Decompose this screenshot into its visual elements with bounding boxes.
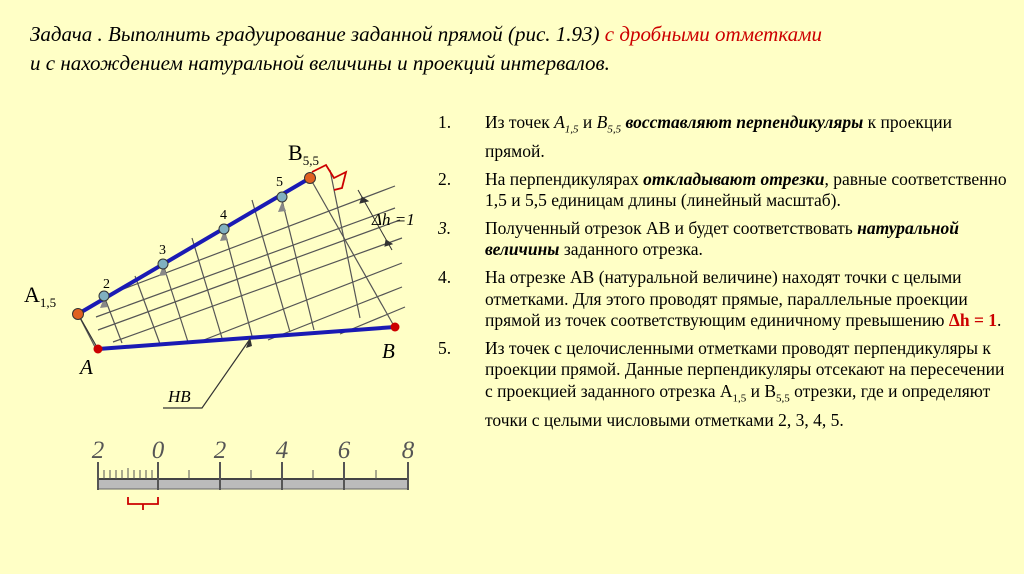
point-a15 (73, 309, 84, 320)
step-number: 3. (438, 217, 452, 238)
parallel-line (96, 208, 395, 317)
mark-label-3: 3 (159, 243, 166, 258)
steps-list (438, 112, 1008, 438)
scale-label: 2 (91, 437, 105, 464)
label-a: A (80, 355, 93, 379)
step-item: 1. Из точек $A_{1,5}$ и $B_{5,5}$ восставляют перпендикуляры к проекции прямой. (438, 112, 952, 162)
step-item: 4. На отрезке АВ (натуральной величине) находят точки с целыми отметками. Для этого проводят прямые, параллельные проекции прямой из точек соответствующим единичному превышению Δh = 1. (438, 267, 1002, 331)
scale-bracket (128, 497, 158, 504)
scale-label: 8 (401, 437, 415, 464)
point-a (94, 345, 103, 354)
interval-bracket-top (312, 165, 346, 190)
true-length-line (78, 178, 310, 314)
perpendicular-lines (78, 170, 394, 349)
point-b (391, 323, 400, 332)
scale-label: 4 (275, 437, 289, 464)
mark-label-5: 5 (276, 175, 283, 190)
dh-label: Δh =1 (372, 210, 415, 229)
point-mark-3 (158, 259, 168, 269)
step-number: 5. (438, 337, 452, 358)
step-number: 4. (438, 267, 452, 288)
mark-label-2: 2 (103, 277, 110, 292)
step-item: 5. Из точек с целочисленными отметками проводят перпендикуляры к проекции прямой. Данные перпендикуляры отсекают на пересечении с проекцией заданного отрезка $А_{1,5}$ и $В_{5,5}$ отрезки, где и определяют точки с целыми числовыми отметками 2, 3, 4, 5. (438, 337, 1005, 431)
scale-label: 2 (213, 437, 227, 464)
step-item: 2. На перпендикулярах откладывают отрезки, равные соответственно 1,5 и 5,5 единицам длины (линейный масштаб). (438, 168, 1007, 211)
step-number: 1. (438, 112, 452, 132)
label-b: B (382, 339, 395, 363)
point-mark-5 (277, 192, 287, 202)
link-a (78, 314, 98, 349)
scale-label: 0 (151, 437, 165, 464)
parallel-line (105, 186, 395, 296)
step-item: 3. Полученный отрезок АВ и будет соответствовать натуральной величины заданного отрезка. (438, 217, 959, 260)
scale-label: 6 (337, 437, 351, 464)
point-mark-4 (219, 224, 229, 234)
hb-label: НВ (168, 387, 191, 406)
title-part2: с дробными отметками (599, 22, 823, 46)
title-part1: Задача . Выполнить градуирование заданной прямой (рис. 1.93) (30, 22, 600, 46)
label-a15: $A_{1,5}$ (24, 282, 57, 310)
point-mark-2 (99, 291, 109, 301)
arrowheads (100, 202, 286, 308)
projection-line (98, 327, 395, 349)
label-b55: $B_{5,5}$ (288, 140, 319, 168)
step-number: 2. (438, 168, 452, 189)
mark-label-4: 4 (220, 208, 227, 223)
linear-scale (92, 437, 415, 510)
point-b55 (305, 173, 316, 184)
title-part3: и с нахождением натуральной величины и проекций интервалов. (30, 51, 610, 75)
